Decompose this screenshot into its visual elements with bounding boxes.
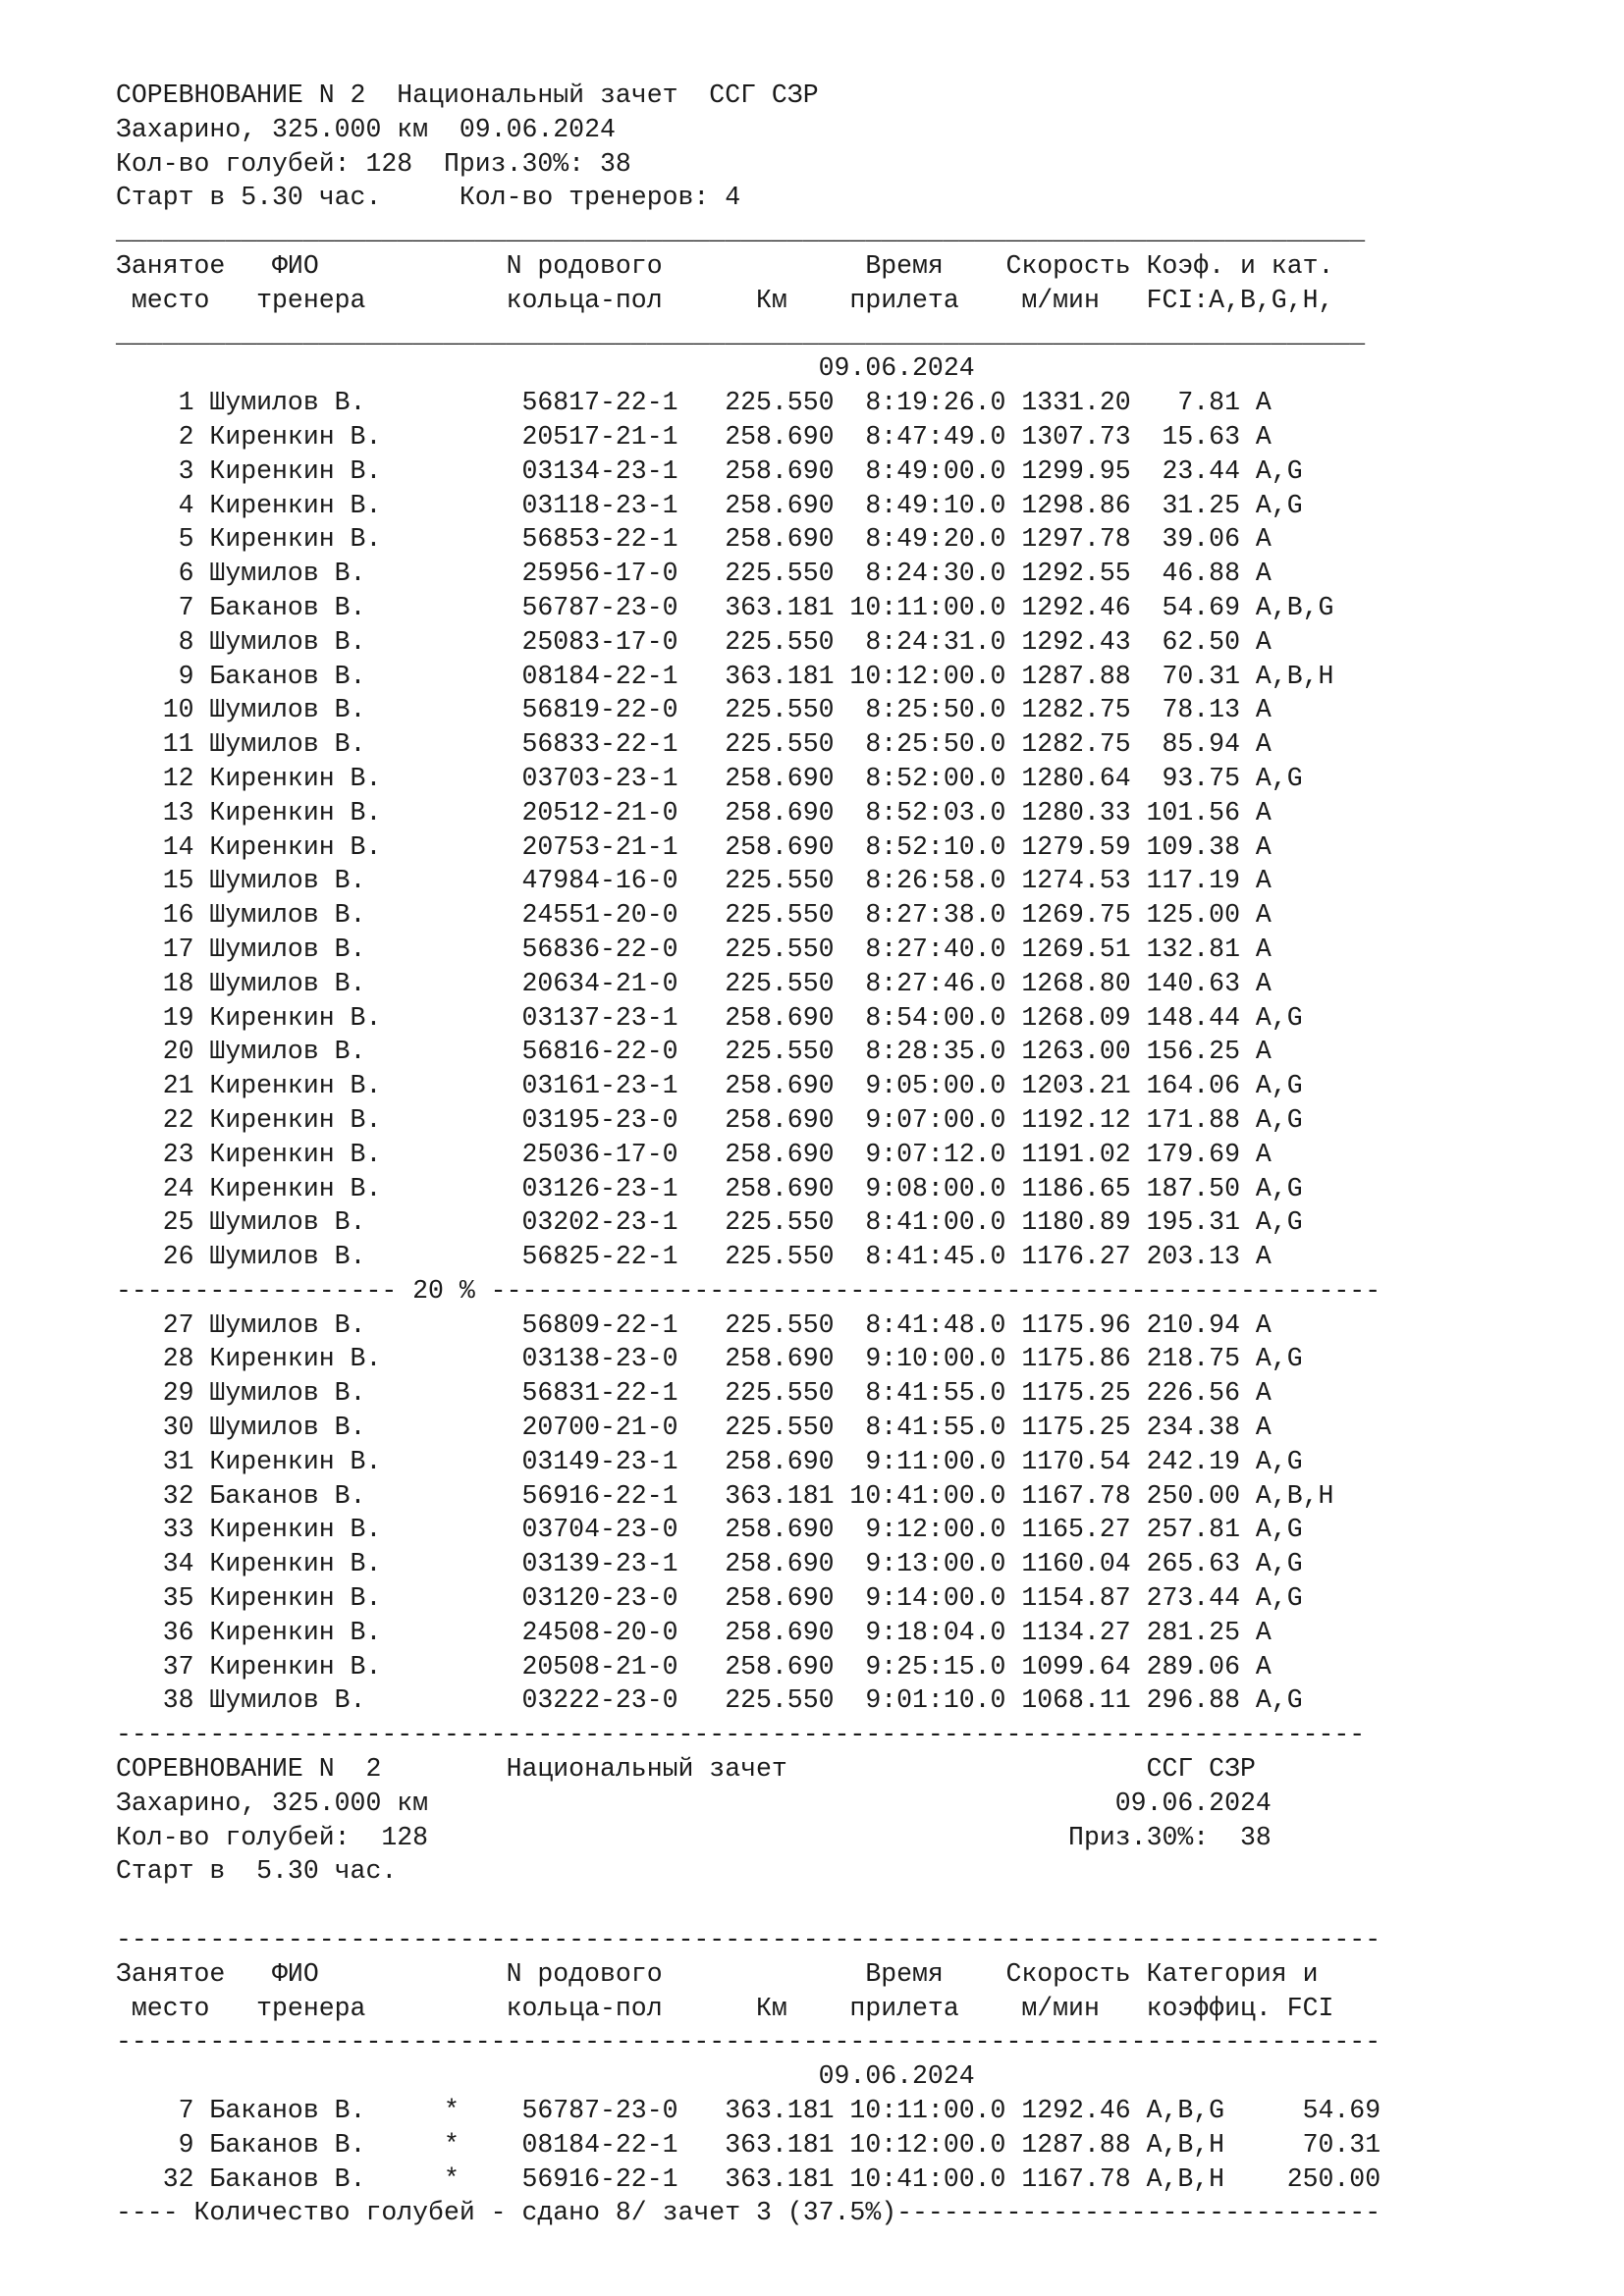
- competition-title: СОРЕВНОВАНИЕ N 2 Национальный зачет ССГ СЗР: [116, 1754, 1256, 1785]
- header-rule: ---------------------------------------------------------------------------------: [116, 2027, 1381, 2057]
- result-row: 19 Киренкин В. 03137-23-1 258.690 8:54:00.0 1268.09 148.44 A,G: [116, 1002, 1303, 1033]
- result-row: 35 Киренкин В. 03120-23-0 258.690 9:14:00.0 1154.87 273.44 A,G: [116, 1583, 1303, 1614]
- results-table-top: [116, 386, 1380, 1274]
- pigeon-count: Кол-во голубей: 128 Приз.30%: 38: [116, 1822, 1272, 1852]
- result-row: 33 Киренкин В. 03704-23-0 258.690 9:12:00.0 1165.27 257.81 A,G: [116, 1515, 1303, 1545]
- result-row: 5 Киренкин В. 56853-22-1 258.690 8:49:20.0 1297.78 39.06 A: [116, 524, 1272, 555]
- start-time: Старт в 5.30 час. Кол-во тренеров: 4: [116, 183, 741, 213]
- result-row: 18 Шумилов В. 20634-21-0 225.550 8:27:46.0 1268.80 140.63 A: [116, 968, 1272, 998]
- result-row: 6 Шумилов В. 25956-17-0 225.550 8:24:30.0 1292.55 46.88 A: [116, 559, 1272, 589]
- result-row: 26 Шумилов В. 56825-22-1 225.550 8:41:45.0 1176.27 203.13 A: [116, 1242, 1272, 1272]
- result-row: 10 Шумилов В. 56819-22-0 225.550 8:25:50.0 1282.75 78.13 A: [116, 695, 1272, 725]
- header-rule: ________________________________________________________________________________: [116, 319, 1366, 349]
- result-row: 2 Киренкин В. 20517-21-1 258.690 8:47:49.0 1307.73 15.63 A: [116, 421, 1272, 452]
- result-row: 34 Киренкин В. 03139-23-1 258.690 9:13:00.0 1160.04 265.63 A,G: [116, 1549, 1303, 1579]
- end-rule: --------------------------------------------------------------------------------: [116, 1720, 1366, 1750]
- result-row: 12 Киренкин В. 03703-23-1 258.690 8:52:00.0 1280.64 93.75 A,G: [116, 763, 1303, 793]
- result-row: 3 Киренкин В. 03134-23-1 258.690 8:49:00.0 1299.95 23.44 A,G: [116, 455, 1303, 486]
- result-row: 9 Баканов В. 08184-22-1 363.181 10:12:00.0 1287.88 70.31 A,B,H: [116, 661, 1334, 691]
- result-row: 17 Шумилов В. 56836-22-0 225.550 8:27:40.0 1269.51 132.81 A: [116, 934, 1272, 964]
- result-row: 38 Шумилов В. 03222-23-0 225.550 9:01:10.0 1068.11 296.88 A,G: [116, 1685, 1303, 1716]
- column-header-row-1: Занятое ФИО N родового Время Скорость Коэф. и кат.: [116, 250, 1334, 281]
- top-rule: ________________________________________________________________________________: [116, 217, 1366, 247]
- result-row: 24 Киренкин В. 03126-23-1 258.690 9:08:00.0 1186.65 187.50 A,G: [116, 1173, 1303, 1203]
- result-row: 7 Баканов В. * 56787-23-0 363.181 10:11:00.0 1292.46 A,B,G 54.69: [116, 2096, 1381, 2126]
- column-header-row-2: место тренера кольца-пол Км прилета м/мин коэффиц. FCI: [116, 1993, 1334, 2023]
- pigeon-summary-footer: ---- Количество голубей - сдано 8/ зачет 3 (37.5%)-------------------------------: [116, 2198, 1381, 2228]
- blank-line: [116, 1889, 1380, 1923]
- result-row: 11 Шумилов В. 56833-22-1 225.550 8:25:50.0 1282.75 85.94 A: [116, 729, 1272, 760]
- start-time: Старт в 5.30 час.: [116, 1856, 398, 1887]
- first-protocol: [116, 79, 1380, 1752]
- competition-title: СОРЕВНОВАНИЕ N 2 Национальный зачет ССГ СЗР: [116, 80, 819, 110]
- race-results-document: [116, 79, 1380, 2230]
- result-row: 20 Шумилов В. 56816-22-0 225.550 8:28:35.0 1263.00 156.25 A: [116, 1037, 1272, 1067]
- result-row: 27 Шумилов В. 56809-22-1 225.550 8:41:48.0 1175.96 210.94 A: [116, 1309, 1272, 1340]
- result-row: 9 Баканов В. * 08184-22-1 363.181 10:12:00.0 1287.88 A,B,H 70.31: [116, 2129, 1381, 2160]
- second-protocol: [116, 1752, 1380, 2230]
- top-rule: ---------------------------------------------------------------------------------: [116, 1925, 1381, 1955]
- result-row: 16 Шумилов В. 24551-20-0 225.550 8:27:38.0 1269.75 125.00 A: [116, 900, 1272, 931]
- release-point: Захарино, 325.000 км 09.06.2024: [116, 1788, 1272, 1818]
- result-row: 21 Киренкин В. 03161-23-1 258.690 9:05:00.0 1203.21 164.06 A,G: [116, 1071, 1303, 1101]
- result-row: 13 Киренкин В. 20512-21-0 258.690 8:52:03.0 1280.33 101.56 A: [116, 797, 1272, 828]
- race-date: 09.06.2024: [116, 353, 975, 384]
- pigeon-count: Кол-во голубей: 128 Приз.30%: 38: [116, 148, 631, 179]
- release-point: Захарино, 325.000 км 09.06.2024: [116, 114, 616, 144]
- result-row: 31 Киренкин В. 03149-23-1 258.690 9:11:00.0 1170.54 242.19 A,G: [116, 1446, 1303, 1476]
- results-table-bottom: [116, 1308, 1380, 1719]
- result-row: 30 Шумилов В. 20700-21-0 225.550 8:41:55.0 1175.25 234.38 A: [116, 1413, 1272, 1443]
- result-row: 32 Баканов В. * 56916-22-1 363.181 10:41:00.0 1167.78 A,B,H 250.00: [116, 2163, 1381, 2194]
- result-row: 28 Киренкин В. 03138-23-0 258.690 9:10:00.0 1175.86 218.75 A,G: [116, 1344, 1303, 1374]
- result-row: 23 Киренкин В. 25036-17-0 258.690 9:07:12.0 1191.02 179.69 A: [116, 1139, 1272, 1169]
- national-results-table: [116, 2094, 1380, 2196]
- result-row: 25 Шумилов В. 03202-23-1 225.550 8:41:00.0 1180.89 195.31 A,G: [116, 1207, 1303, 1238]
- result-row: 15 Шумилов В. 47984-16-0 225.550 8:26:58.0 1274.53 117.19 A: [116, 866, 1272, 896]
- result-row: 7 Баканов В. 56787-23-0 363.181 10:11:00.0 1292.46 54.69 A,B,G: [116, 592, 1334, 622]
- race-date: 09.06.2024: [116, 2061, 975, 2092]
- result-row: 4 Киренкин В. 03118-23-1 258.690 8:49:10.0 1298.86 31.25 A,G: [116, 490, 1303, 520]
- result-row: 1 Шумилов В. 56817-22-1 225.550 8:19:26.0 1331.20 7.81 A: [116, 388, 1272, 418]
- column-header-row-1: Занятое ФИО N родового Время Скорость Категория и: [116, 1958, 1319, 1989]
- result-row: 36 Киренкин В. 24508-20-0 258.690 9:18:04.0 1134.27 281.25 A: [116, 1617, 1272, 1647]
- result-row: 32 Баканов В. 56916-22-1 363.181 10:41:00.0 1167.78 250.00 A,B,H: [116, 1480, 1334, 1511]
- result-row: 22 Киренкин В. 03195-23-0 258.690 9:07:00.0 1192.12 171.88 A,G: [116, 1104, 1303, 1135]
- result-row: 37 Киренкин В. 20508-21-0 258.690 9:25:15.0 1099.64 289.06 A: [116, 1651, 1272, 1682]
- result-row: 8 Шумилов В. 25083-17-0 225.550 8:24:31.0 1292.43 62.50 A: [116, 626, 1272, 657]
- result-row: 14 Киренкин В. 20753-21-1 258.690 8:52:10.0 1279.59 109.38 A: [116, 831, 1272, 862]
- result-row: 29 Шумилов В. 56831-22-1 225.550 8:41:55.0 1175.25 226.56 A: [116, 1378, 1272, 1409]
- twenty-percent-cut-line: ------------------ 20 % ---------------------------------------------------------: [116, 1275, 1381, 1306]
- column-header-row-2: место тренера кольца-пол Км прилета м/мин FCI:A,B,G,H,: [116, 285, 1334, 315]
